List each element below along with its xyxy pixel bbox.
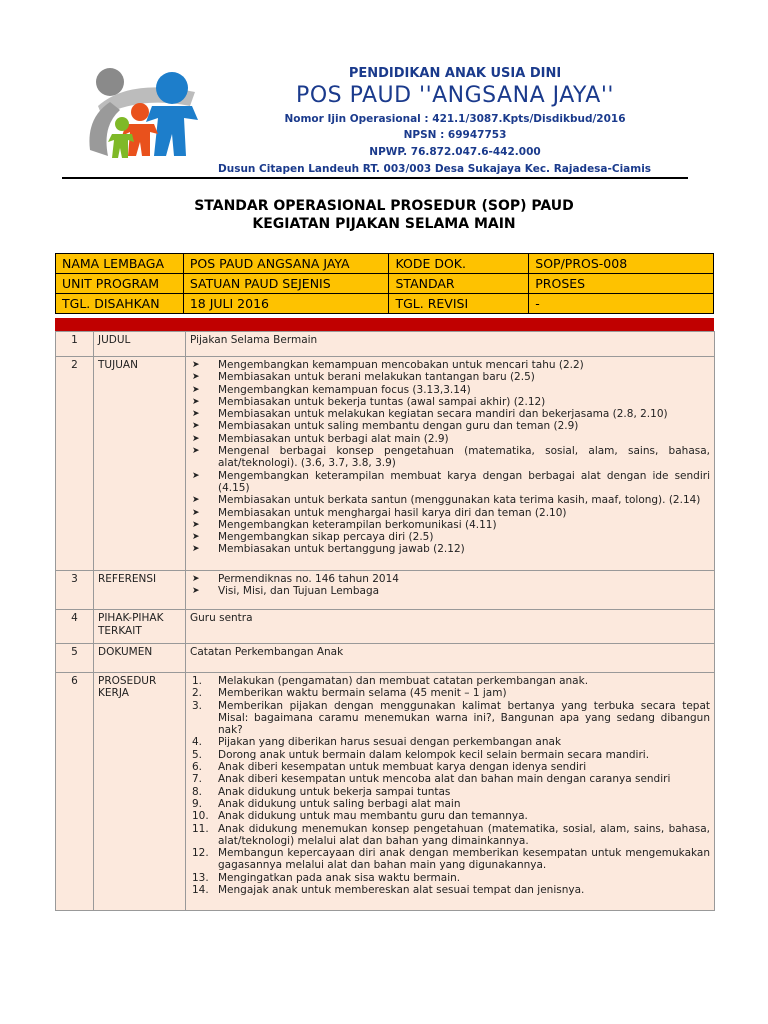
list-item-number: 6.: [192, 761, 203, 774]
meta-row: [56, 294, 714, 314]
list-item-text: Pijakan yang diberikan harus sesuai dengan perkembangan anak: [218, 736, 562, 749]
header-subtitle: PENDIDIKAN ANAK USIA DINI: [348, 66, 562, 81]
list-item: [190, 396, 710, 408]
list-item: [190, 519, 710, 531]
meta-label: UNIT PROGRAM: [56, 274, 184, 294]
meta-value: SATUAN PAUD SEJENIS: [183, 274, 389, 294]
list-item: [190, 573, 710, 585]
prosedur-list: [190, 675, 710, 896]
meta-label: KODE DOK.: [389, 254, 529, 274]
list-item-number: 11.: [192, 822, 209, 835]
header-address: Dusun Citapen Landeuh RT. 003/003 Desa Sukajaya Kec. Rajadesa-Ciamis: [218, 163, 652, 175]
header-rule: [62, 177, 688, 179]
list-item-number: 4.: [192, 736, 203, 749]
row-text: Catatan Perkembangan Anak: [186, 643, 715, 672]
list-item-text: Permendiknas no. 146 tahun 2014: [218, 572, 399, 585]
list-item: [190, 585, 710, 597]
row-number: 2: [56, 357, 94, 571]
list-item-number: 12.: [192, 847, 209, 860]
sop-table: [55, 331, 715, 911]
list-item: [190, 823, 710, 848]
list-item-text: Anak diberi kesempatan untuk mencoba alat dan bahan main dengan caranya sendiri: [218, 773, 671, 786]
referensi-list: [190, 573, 710, 598]
table-row: [56, 357, 715, 571]
tujuan-list: [190, 359, 710, 556]
list-item-text: Mengembangkan keterampilan berkomunikasi (4.11): [218, 518, 497, 531]
table-row: [56, 643, 715, 672]
meta-value: 18 JULI 2016: [183, 294, 389, 314]
row-content: [186, 570, 715, 610]
list-item-number: 9.: [192, 797, 203, 810]
row-label: PROSEDUR KERJA: [94, 672, 186, 910]
list-item: [190, 445, 710, 470]
table-row: [56, 570, 715, 610]
meta-value: PROSES: [529, 274, 714, 294]
list-item: [190, 494, 710, 506]
row-content: [186, 672, 715, 910]
list-item-text: Memberikan pijakan dengan menggunakan kalimat bertanya yang terbuka secara tepat Misal: bagaimana caramu menemukan warna ini?, Bangunan apa yang sedang dibangun nak?: [218, 699, 710, 737]
list-item-number: 3.: [192, 699, 203, 712]
list-item: [190, 847, 710, 872]
list-item-text: Anak didukung untuk mau membantu guru dan temannya.: [218, 810, 528, 823]
list-item-number: 14.: [192, 883, 209, 896]
doc-title-line2: KEGIATAN PIJAKAN SELAMA MAIN: [252, 216, 516, 232]
table-row: [56, 332, 715, 357]
row-number: 5: [56, 643, 94, 672]
row-label: PIHAK-PIHAK TERKAIT: [94, 610, 186, 644]
list-item-number: 8.: [192, 785, 203, 798]
list-item: [190, 786, 710, 798]
list-item: [190, 749, 710, 761]
meta-label: NAMA LEMBAGA: [56, 254, 184, 274]
list-item-text: Membiasakan untuk saling membantu dengan guru dan teman (2.9): [218, 420, 579, 433]
list-item: [190, 420, 710, 432]
list-item-text: Membiasakan untuk berkata santun (menggunakan kata terima kasih, maaf, tolong). (2.14): [218, 494, 701, 507]
list-item-number: 1.: [192, 674, 203, 687]
header-npwp: NPWP. 76.872.047.6-442.000: [369, 146, 541, 158]
row-text: Guru sentra: [186, 610, 715, 644]
list-item-number: 13.: [192, 871, 209, 884]
list-item: [190, 687, 710, 699]
list-item-text: Memberikan waktu bermain selama (45 menit – 1 jam): [218, 687, 507, 700]
list-item-text: Visi, Misi, dan Tujuan Lembaga: [218, 585, 380, 598]
row-label: TUJUAN: [94, 357, 186, 571]
meta-label: TGL. DISAHKAN: [56, 294, 184, 314]
row-number: 3: [56, 570, 94, 610]
meta-value: SOP/PROS-008: [529, 254, 714, 274]
list-item-text: Dorong anak untuk bermain dalam kelompok kecil selain bermain secara mandiri.: [218, 748, 650, 761]
row-number: 1: [56, 332, 94, 357]
list-item: [190, 507, 710, 519]
list-item-text: Mengembangkan keterampilan membuat karya dengan berbagai alat dengan ide sendiri (4.15): [218, 469, 710, 494]
list-item-text: Mengembangkan sikap percaya diri (2.5): [218, 531, 434, 544]
meta-label: TGL. REVISI: [389, 294, 529, 314]
list-item: [190, 736, 710, 748]
list-item: [190, 543, 710, 555]
list-item-text: Membiasakan untuk bekerja tuntas (awal sampai akhir) (2.12): [218, 395, 546, 408]
header-title: POS PAUD ''ANGSANA JAYA'': [296, 83, 614, 108]
list-item-text: Membiasakan untuk melakukan kegiatan secara mandiri dan bekerjasama (2.8, 2.10): [218, 408, 668, 421]
list-item-text: Mengembangkan kemampuan focus (3.13,3.14): [218, 383, 471, 396]
list-item: [190, 884, 710, 896]
list-item: [190, 700, 710, 737]
list-item: [190, 531, 710, 543]
list-item-number: 10.: [192, 810, 209, 823]
row-label: DOKUMEN: [94, 643, 186, 672]
header-npsn: NPSN : 69947753: [403, 129, 507, 141]
list-item-number: 7.: [192, 773, 203, 786]
meta-table: [55, 253, 714, 314]
table-row: [56, 672, 715, 910]
list-item-text: Anak diberi kesempatan untuk membuat karya dengan idenya sendiri: [218, 761, 587, 774]
list-item-text: Membangun kepercayaan diri anak dengan memberikan kesempatan untuk mengemukakan gagasannya melalui alat dan bahan main yang digunakannya.: [218, 847, 710, 872]
list-item: [190, 675, 710, 687]
list-item: [190, 371, 710, 383]
table-row: [56, 610, 715, 644]
list-item: [190, 810, 710, 822]
list-item: [190, 773, 710, 785]
meta-label: STANDAR: [389, 274, 529, 294]
list-item-text: Melakukan (pengamatan) dan membuat catatan perkembangan anak.: [218, 674, 589, 687]
row-number: 4: [56, 610, 94, 644]
list-item: [190, 470, 710, 495]
list-item: [190, 872, 710, 884]
list-item-number: 2.: [192, 687, 203, 700]
row-number: 6: [56, 672, 94, 910]
list-item: [190, 384, 710, 396]
list-item-text: Anak didukung untuk bekerja sampai tuntas: [218, 785, 451, 798]
meta-value: POS PAUD ANGSANA JAYA: [183, 254, 389, 274]
list-item: [190, 798, 710, 810]
list-item-number: 5.: [192, 748, 203, 761]
header-permit: Nomor Ijin Operasional : 421.1/3087.Kpts/Disdikbud/2016: [284, 113, 626, 125]
list-item-text: Mengembangkan kemampuan mencobakan untuk mencari tahu (2.2): [218, 359, 584, 371]
row-label: REFERENSI: [94, 570, 186, 610]
list-item: [190, 408, 710, 420]
list-item-text: Mengajak anak untuk membereskan alat sesuai tempat dan jenisnya.: [218, 883, 585, 896]
list-item: [190, 433, 710, 445]
list-item-text: Membiasakan untuk berbagi alat main (2.9): [218, 432, 449, 445]
doc-title-line1: STANDAR OPERASIONAL PROSEDUR (SOP) PAUD: [194, 198, 574, 214]
section-divider-bar: [55, 318, 714, 331]
meta-value: -: [529, 294, 714, 314]
list-item-text: Anak didukung menemukan konsep pengetahuan (matematika, sosial, alam, sains, bahasa, alat/teknologi) melalui alat dan bahan yang dimainkannya.: [218, 822, 710, 847]
paud-logo: [80, 58, 202, 168]
list-item-text: Membiasakan untuk menghargai hasil karya diri dan teman (2.10): [218, 506, 567, 519]
list-item-text: Membiasakan untuk bertanggung jawab (2.12): [218, 543, 465, 556]
list-item: [190, 761, 710, 773]
list-item-text: Mengenal berbagai konsep pengetahuan (matematika, sosial, alam, sains, bahasa, alat/teknologi). (3.6, 3.7, 3.8, 3.9): [218, 445, 710, 470]
row-label: JUDUL: [94, 332, 186, 357]
list-item-text: Mengingatkan pada anak sisa waktu bermain.: [218, 871, 461, 884]
list-item-text: Membiasakan untuk berani melakukan tantangan baru (2.5): [218, 371, 535, 384]
list-item: [190, 359, 710, 371]
row-content: [186, 357, 715, 571]
meta-row: [56, 274, 714, 294]
meta-row: [56, 254, 714, 274]
row-text: Pijakan Selama Bermain: [186, 332, 715, 357]
list-item-text: Anak didukung untuk saling berbagi alat main: [218, 797, 461, 810]
